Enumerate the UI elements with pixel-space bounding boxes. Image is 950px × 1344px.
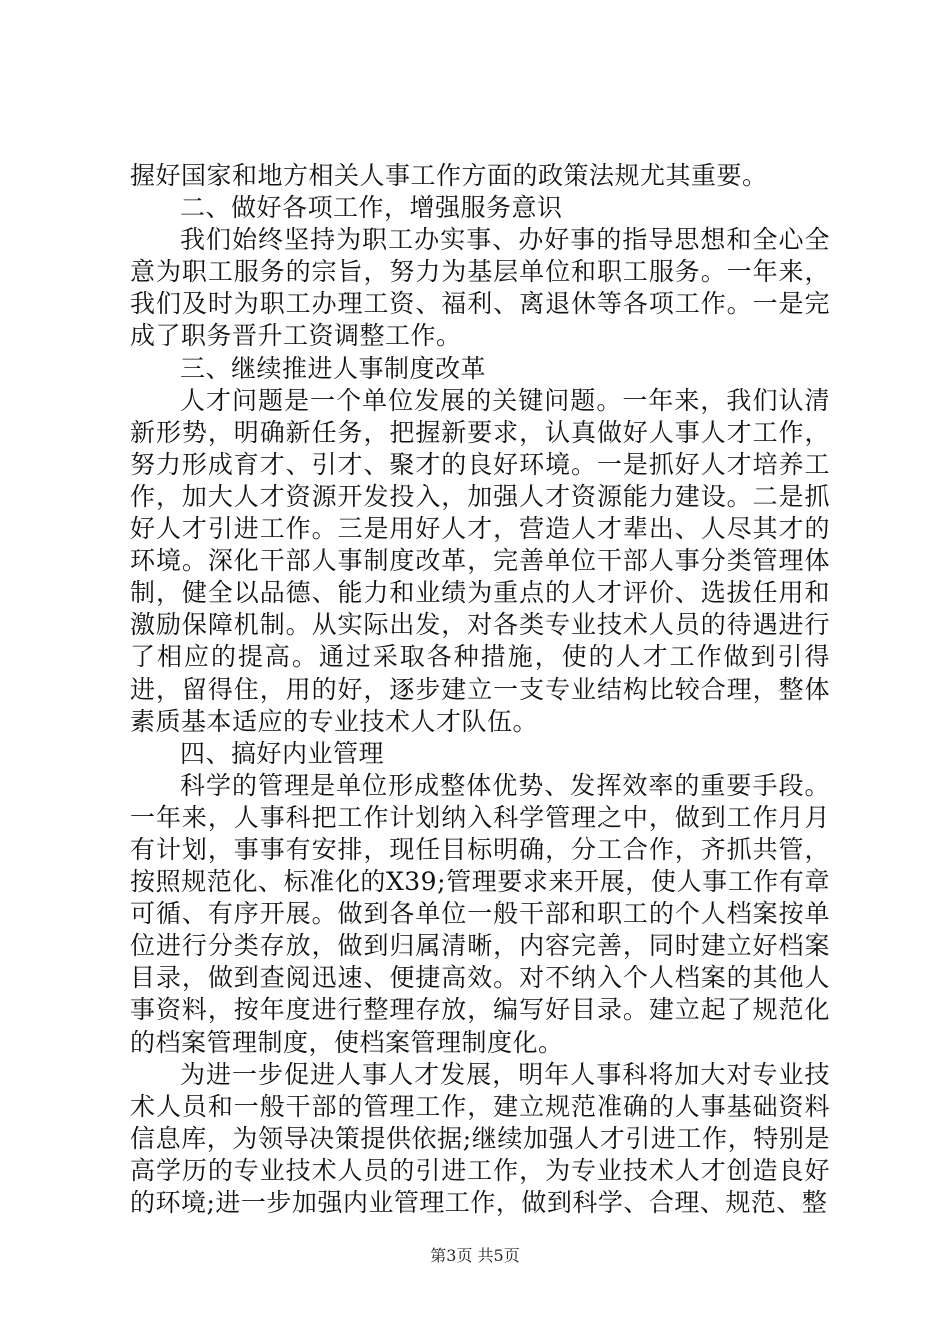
paragraph-management: 科学的管理是单位形成整体优势、发挥效率的重要手段。一年来，人事科把工作计划纳入科学管理之中，做到工作月月有计划，事事有安排，现任目标明确，分工合作，齐抓共管，按照规范化、标准化的X39;管理要求来开展，使人事工作有章可循、有序开展。做到各单位一般干部和职工的个人档案按单位进行分类存放，做到归属清晰，内容完善，同时建立好档案目录，做到查阅迅速、便捷高效。对不纳入个人档案的其他人事资料，按年度进行整理存放，编写好目录。建立起了规范化的档案管理制度，使档案管理制度化。 xyxy=(130,770,830,1057)
paragraph-plan: 为进一步促进人事人才发展，明年人事科将加大对专业技术人员和一般干部的管理工作，建立规范准确的人事基础资料信息库，为领导决策提供依据;继续加强人才引进工作，特别是高学历的专业技术人员的引进工作，为专业技术人才创造良好的环境;进一步加强内业管理工作，做到科学、合理、规范、整 xyxy=(130,1059,830,1217)
section-heading-4: 四、搞好内业管理 xyxy=(180,738,385,768)
paragraph-reform: 人才问题是一个单位发展的关键问题。一年来，我们认清新形势，明确新任务，把握新要求，认真做好人事人才工作，努力形成育才、引才、聚才的良好环境。一是抓好人才培养工作，加大人才资源开发投入，加强人才资源能力建设。二是抓好人才引进工作。三是用好人才，营造人才辈出、人尽其才的环境。深化干部人事制度改革，完善单位干部人事分类管理体制，健全以品德、能力和业绩为重点的人才评价、选拔任用和激励保障机制。从实际出发，对各类专业技术人员的待遇进行了相应的提高。通过采取各种措施，使的人才工作做到引得进，留得住，用的好，逐步建立一支专业结构比较合理，整体素质基本适应的专业技术人才队伍。 xyxy=(130,385,830,736)
paragraph-service: 我们始终坚持为职工办实事、办好事的指导思想和全心全意为职工服务的宗旨，努力为基层单位和职工服务。一年来，我们及时为职工办理工资、福利、离退休等各项工作。一是完成了职务晋升工资调整工作。 xyxy=(130,225,830,351)
section-heading-2: 二、做好各项工作，增强服务意识 xyxy=(180,193,563,223)
page-number-footer: 第3页 共5页 xyxy=(430,1246,520,1265)
document-body xyxy=(130,160,830,1219)
paragraph-continuation: 握好国家和地方相关人事工作方面的政策法规尤其重要。 xyxy=(130,161,768,190)
section-heading-3: 三、继续推进人事制度改革 xyxy=(180,353,487,383)
